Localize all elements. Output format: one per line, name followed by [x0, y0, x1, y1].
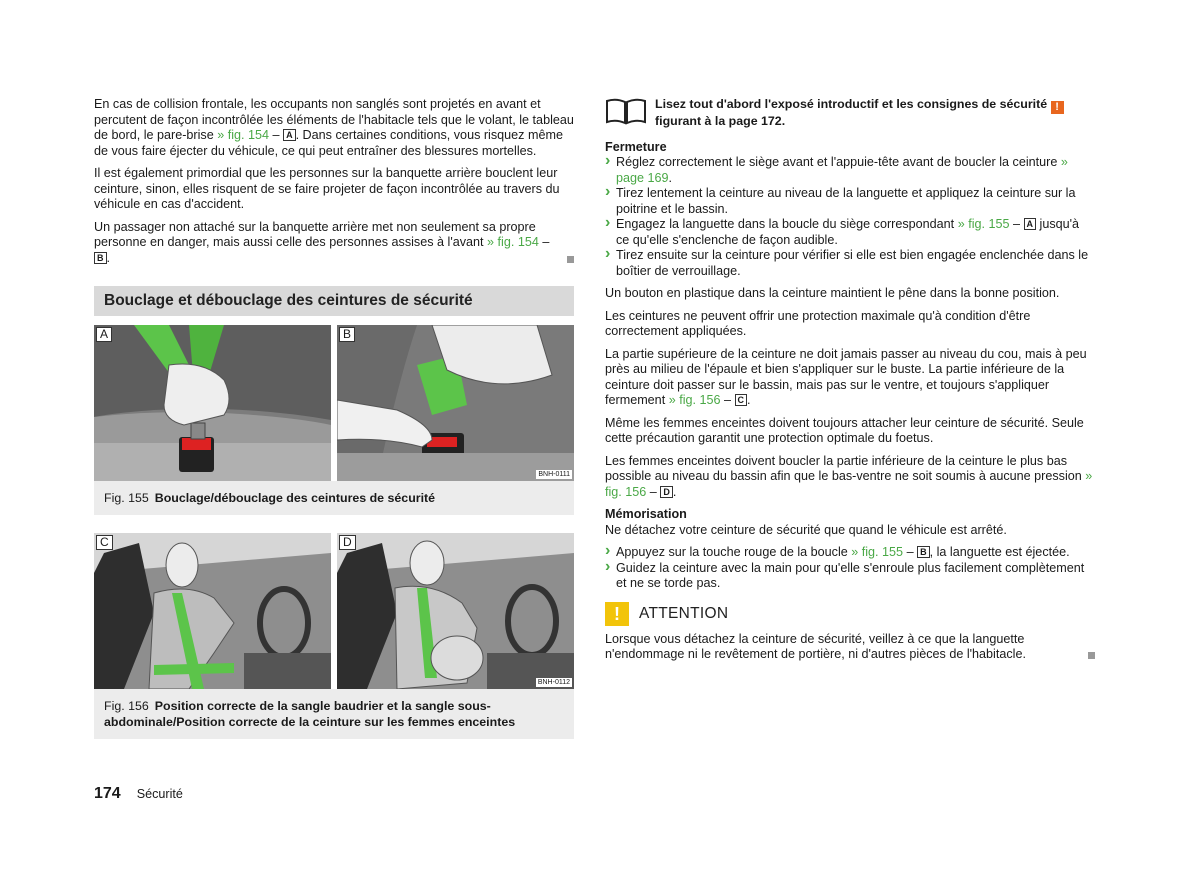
section-title: Bouclage et débouclage des ceintures de sécurité	[94, 286, 574, 316]
paragraph-femmes-1: Même les femmes enceintes doivent toujours attacher leur ceinture de sécurité. Seule cette précaution garantit une protection optimale du foetus.	[605, 415, 1084, 445]
intro-paragraph-2: Il est également primordial que les personnes sur la banquette arrière bouclent leur ceinture, sinon, elles risquent de se faire projeter de façon incontrôlée au travers du véhicule en cas d'accident.	[94, 166, 560, 211]
figure-155-images	[94, 325, 574, 481]
end-of-section-mark	[1088, 652, 1095, 659]
figure-155-caption: Fig. 155 Bouclage/débouclage des ceintures de sécurité	[94, 481, 574, 515]
figure-code: BNH-0111	[538, 471, 570, 478]
figure-156-c	[94, 533, 331, 689]
figure-label: A	[96, 327, 112, 342]
open-book-icon	[605, 97, 647, 125]
step-item: › Guidez la ceinture avec la main pour qu'elle s'enroule plus facilement complètement et ne se torde pas.	[605, 561, 1095, 592]
ref-a: A	[283, 129, 296, 141]
link-fig-155[interactable]: » fig. 155	[851, 545, 904, 559]
ref-c: C	[735, 394, 748, 406]
steps-memorisation	[605, 545, 1095, 592]
ref-b: B	[94, 252, 107, 264]
warning-icon: !	[1051, 101, 1064, 114]
figure-156-images	[94, 533, 574, 689]
link-page-169[interactable]: » page 169	[616, 155, 1068, 185]
intro-paragraph-3: Un passager non attaché sur la banquette arrière met non seulement sa propre personne en danger, mais aussi celle des personnes assises à l'avant » fig. 154 – B .	[94, 220, 574, 267]
end-of-section-mark	[567, 256, 574, 263]
figure-label: C	[96, 535, 113, 550]
page-footer	[94, 786, 183, 803]
link-fig-154[interactable]: » fig. 154	[217, 128, 270, 142]
figure-label: D	[339, 535, 356, 550]
steps-fermeture	[605, 155, 1095, 279]
ref-a: A	[1024, 218, 1037, 230]
step-item: › Engagez la languette dans la boucle du siège correspondant » fig. 155 – A jusqu'à ce qu'elle s'enclenche de façon audible.	[605, 217, 1095, 248]
figure-156-caption: Fig. 156 Position correcte de la sangle baudrier et la sangle sous-abdominale/Position correcte de la ceinture sur les femmes enceintes	[94, 689, 574, 739]
page-number: 174	[94, 785, 121, 802]
attention-icon: !	[605, 602, 629, 626]
link-fig-155[interactable]: » fig. 155	[957, 217, 1010, 231]
buckle-release-illustration	[337, 325, 574, 481]
footer-section: Sécurité	[136, 787, 183, 801]
step-item: › Appuyez sur la touche rouge de la boucle » fig. 155 – B , la languette est éjectée.	[605, 545, 1095, 561]
ref-d: D	[660, 486, 673, 498]
left-column	[94, 97, 574, 739]
driver-belt-position-illustration	[94, 533, 331, 689]
heading-fermeture: Fermeture	[605, 139, 667, 154]
figure-label: B	[339, 327, 355, 342]
right-column	[605, 97, 1095, 670]
step-item: › Réglez correctement le siège avant et l'appuie-tête avant de boucler la ceinture » page 169.	[605, 155, 1095, 186]
buckle-fastening-illustration	[94, 325, 331, 481]
step-item: › Tirez lentement la ceinture au niveau de la languette et appliquez la ceinture sur la poitrine et le bassin.	[605, 186, 1095, 217]
link-fig-154[interactable]: » fig. 154	[487, 235, 539, 249]
figure-code: BNH-0112	[537, 679, 570, 686]
figure-156-d	[337, 533, 574, 689]
figure-155-a	[94, 325, 331, 481]
heading-memorisation: Mémorisation	[605, 507, 687, 521]
link-fig-156[interactable]: » fig. 156	[668, 393, 721, 407]
attention-title: ATTENTION	[639, 604, 729, 622]
link-fig-156[interactable]: » fig. 156	[605, 469, 1093, 499]
paragraph-memo: Ne détachez votre ceinture de sécurité que quand le véhicule est arrêté.	[605, 522, 1007, 537]
figure-155-b	[337, 325, 574, 481]
step-item: › Tirez ensuite sur la ceinture pour vérifier si elle est bien engagée enclenchée dans le boîtier de verrouillage.	[605, 248, 1095, 279]
paragraph-femmes-2: Les femmes enceintes doivent boucler la partie inférieure de la ceinture le plus bas possible au niveau du bassin afin que le bas-ventre ne soit soumis à aucune pression » fig. 156 – D .	[605, 453, 1093, 499]
read-first-note: Lisez tout d'abord l'exposé introductif et les consignes de sécurité ! figurant à la page 172.	[605, 97, 1095, 130]
paragraph-partie: La partie supérieure de la ceinture ne doit jamais passer au niveau du cou, mais à peu près au milieu de l'épaule et bien s'appliquer sur le buste. La partie inférieure de la ceinture doit passer sur le bassin, mais pas sur le ventre, et toujours s'appliquer fermement » fig. 156 – C .	[605, 346, 1087, 407]
attention-header	[605, 602, 1095, 626]
paragraph-bouton: Un bouton en plastique dans la ceinture maintient le pêne dans la bonne position.	[605, 286, 1060, 300]
paragraph-protection: Les ceintures ne peuvent offrir une protection maximale qu'à condition d'être correctement appliquées.	[605, 308, 1031, 338]
pregnant-belt-position-illustration	[337, 533, 574, 689]
ref-b: B	[917, 546, 930, 558]
attention-text: Lorsque vous détachez la ceinture de sécurité, veillez à ce que la languette n'endommage ni le revêtement de portière, ni d'autres pièces de l'habitacle.	[605, 632, 1095, 663]
intro-paragraph-1: En cas de collision frontale, les occupants non sanglés sont projetés en avant et percutent de façon incontrôlée les éléments de l'habitacle tels que le volant, le tableau de bord, le pare-brise » fig. 154 – A . Dans certaines conditions, vous risquez même de vous faire éjecter du véhicule, ce qui peut entraîner des blessures mortelles.	[94, 97, 574, 158]
